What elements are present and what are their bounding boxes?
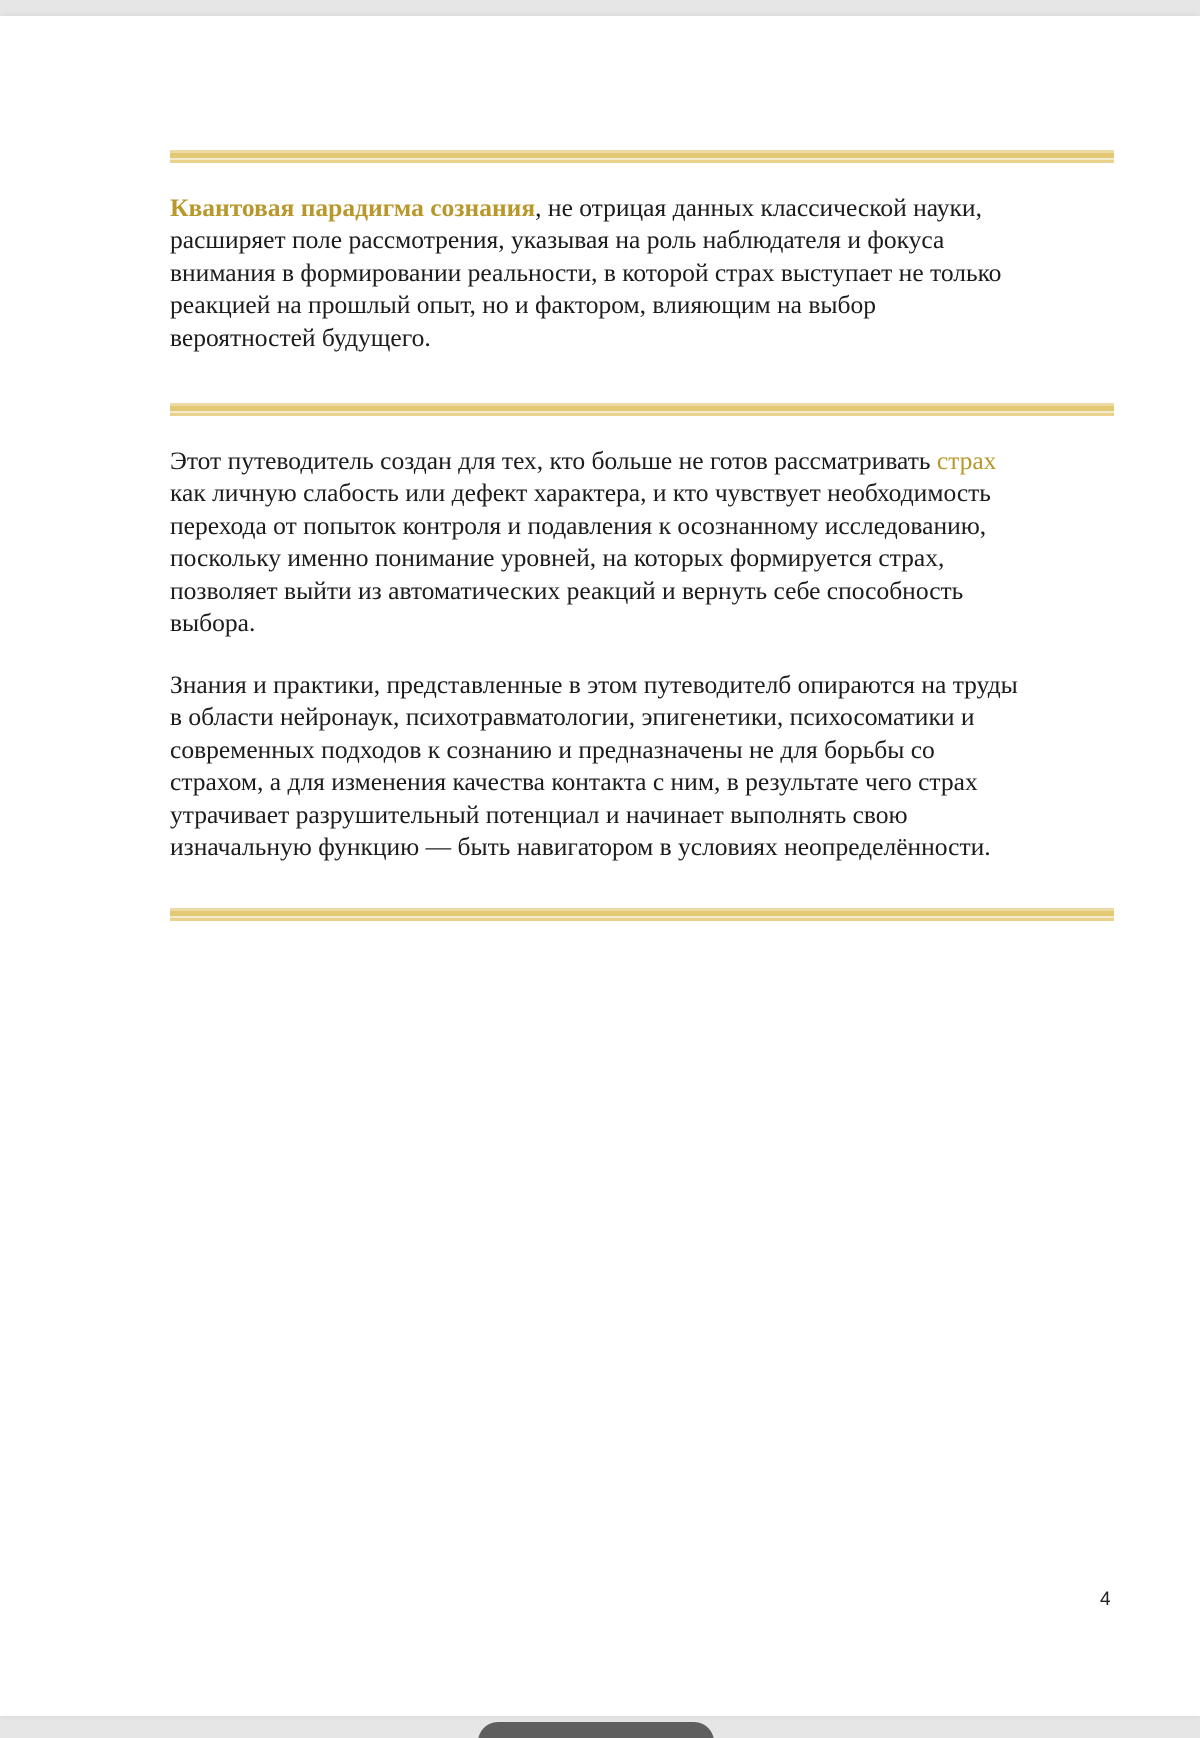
- paragraph-line: вероятностей будущего.: [170, 322, 431, 352]
- highlighted-word: страх: [936, 446, 997, 475]
- paragraph-line: утрачивает разрушительный потенциал и начинает выполнять свою: [170, 799, 908, 829]
- paragraph-line: выбора.: [170, 608, 256, 638]
- paragraph-line: современных подходов к сознанию и предназначены не для борьбы со: [170, 734, 935, 764]
- highlighted-term: Квантовая парадигма сознания: [170, 193, 536, 222]
- decorative-divider-middle: [170, 403, 1114, 417]
- paragraph-line: страхом, а для изменения качества контакта с ним, в результате чего страх: [170, 767, 978, 797]
- paragraph-line: реакцией на прошлый опыт, но и фактором, влияющим на выбор: [170, 290, 877, 320]
- paragraph-line: в области нейронаук, психотравматологии, эпигенетики, психосоматики и: [170, 702, 975, 732]
- paragraph-line: расширяет поле рассмотрения, указывая на роль наблюдателя и фокуса: [170, 225, 945, 255]
- home-indicator-bar[interactable]: [478, 1722, 714, 1738]
- paragraph-line: изначальную функцию — быть навигатором в условиях неопределённости.: [170, 832, 991, 862]
- decorative-divider-bottom: [170, 908, 1114, 922]
- paragraph-line: Этот путеводитель создан для тех, кто больше не готов рассматривать страх: [170, 446, 997, 475]
- decorative-divider-top: [170, 150, 1114, 164]
- paragraph-guide-purpose: [170, 445, 1120, 639]
- paragraph-line: внимания в формировании реальности, в которой страх выступает не только: [170, 257, 1002, 287]
- page-number: 4: [1100, 1589, 1111, 1610]
- paragraph-quantum-paradigm: [170, 192, 1120, 354]
- paragraph-knowledge-practices: [170, 669, 1120, 863]
- paragraph-line: позволяет выйти из автоматических реакций и вернуть себе способность: [170, 575, 964, 605]
- paragraph-line: как личную слабость или дефект характера, и кто чувствует необходимость: [170, 478, 991, 508]
- paragraph-line: перехода от попыток контроля и подавления к осознанному исследованию,: [170, 510, 987, 540]
- paragraph-line: Квантовая парадигма сознания, не отрицая данных классической науки,: [170, 193, 982, 222]
- paragraph-line: Знания и практики, представленные в этом путеводителб опираются на труды: [170, 670, 1018, 699]
- document-page[interactable]: [0, 16, 1200, 1716]
- paragraph-line: поскольку именно понимание уровней, на которых формируется страх,: [170, 543, 945, 573]
